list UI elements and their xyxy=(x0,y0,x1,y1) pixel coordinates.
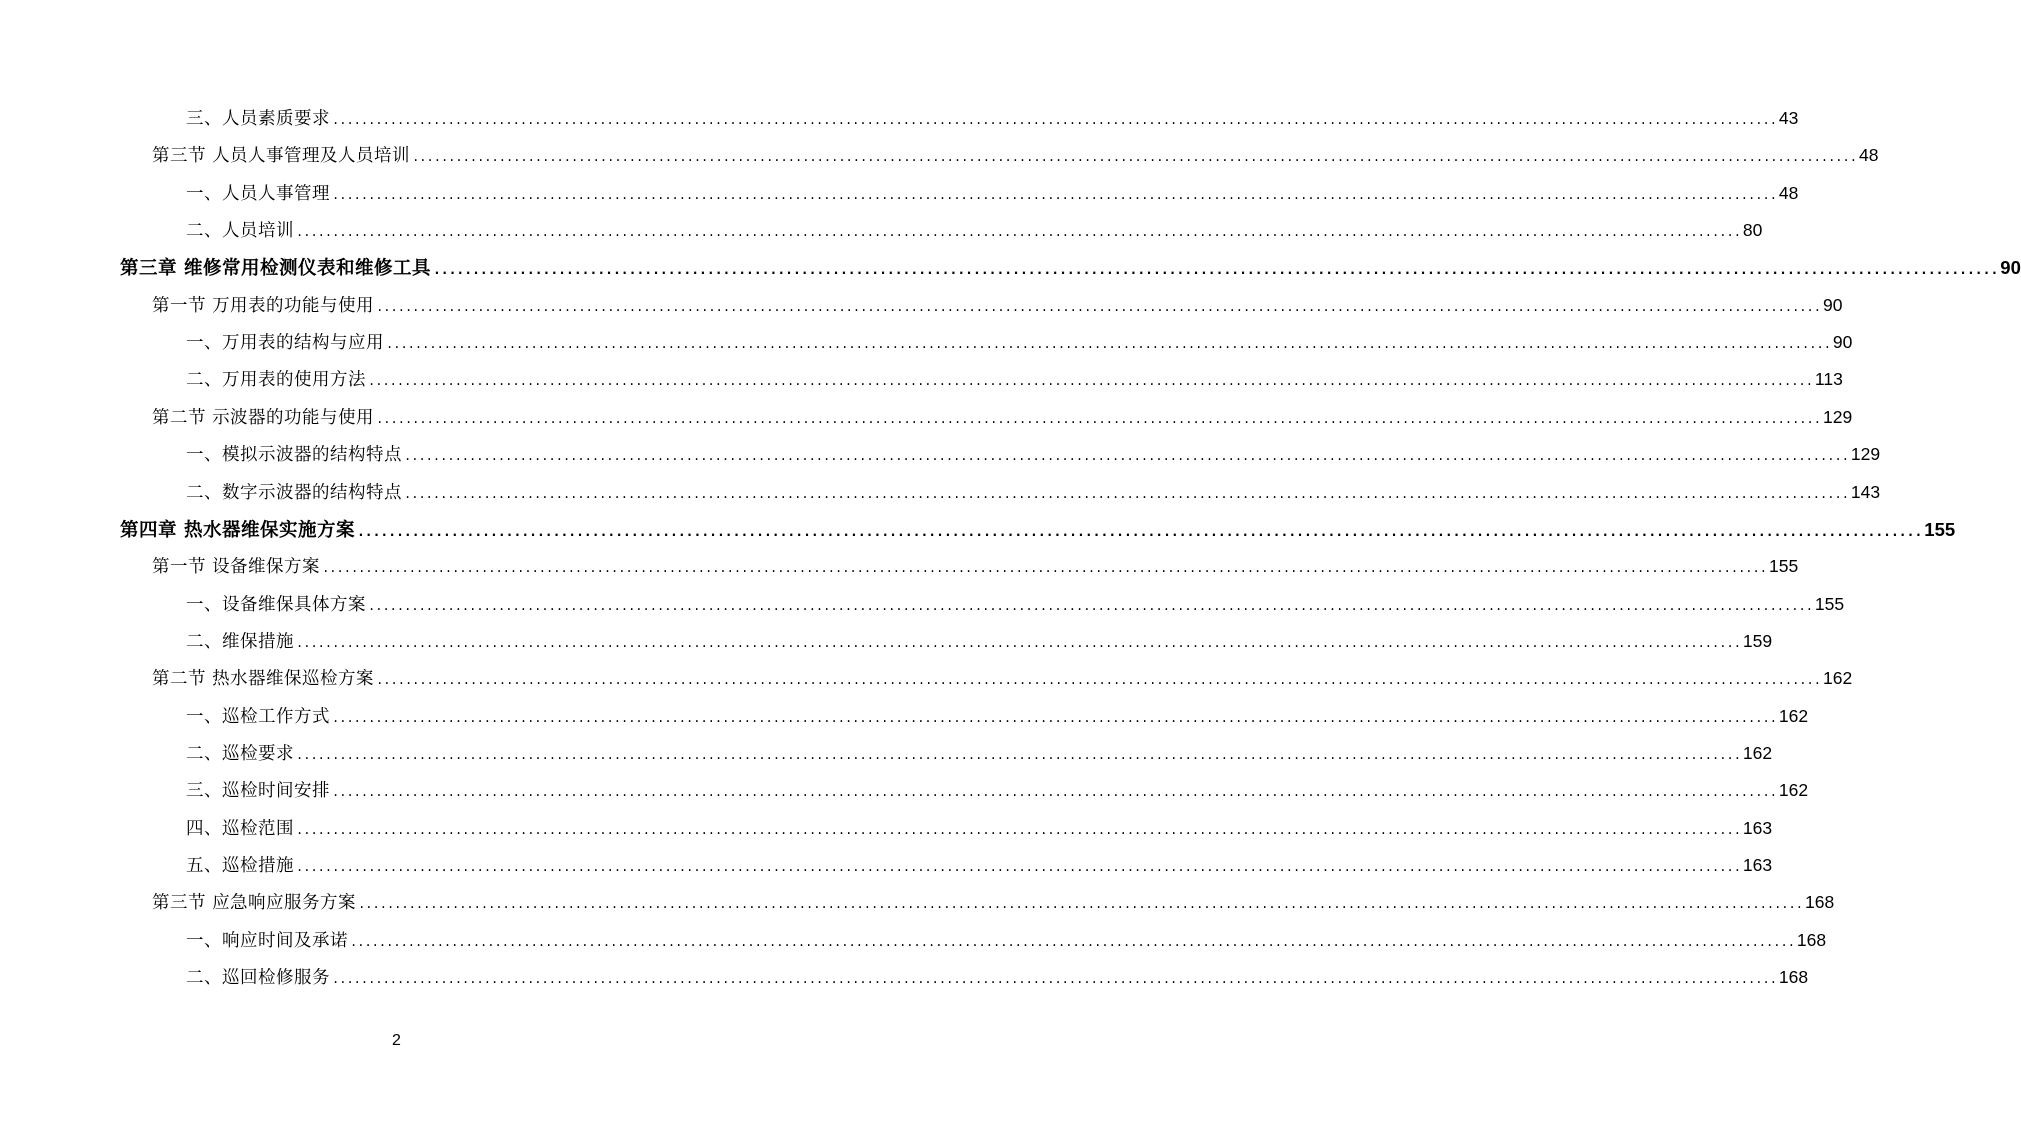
toc-entry-section[interactable] xyxy=(152,137,1879,174)
toc-entry-page: 155 xyxy=(1924,518,1956,540)
toc-entry-page: 162 xyxy=(1778,780,1809,801)
toc-entry-item[interactable] xyxy=(186,735,1773,772)
toc-dot-leader: ........................................................................................................................................................................................................ xyxy=(368,374,1813,389)
toc-entry-title: 一、模拟示波器的结构特点 xyxy=(186,445,402,466)
toc-dot-leader: ........................................................................................................................................................................................................ xyxy=(412,150,1857,165)
toc-entry-item[interactable] xyxy=(186,324,1853,361)
toc-entry-title: 三、人员素质要求 xyxy=(186,109,330,129)
toc-entry-item[interactable] xyxy=(186,212,1763,249)
toc-entry-section[interactable] xyxy=(152,660,1853,697)
toc-entry-title: 一、响应时间及承诺 xyxy=(186,930,348,951)
toc-entry-page: 159 xyxy=(1742,630,1773,651)
toc-entry-title: 第三节 应急响应服务方案 xyxy=(152,893,357,914)
toc-entry-page: 162 xyxy=(1742,742,1773,763)
toc-entry-page: 113 xyxy=(1814,369,1843,390)
page-number: 2 xyxy=(392,1032,401,1049)
toc-dot-leader: ........................................................................................................................................................................................................ xyxy=(296,225,1741,240)
toc-entry-page: 90 xyxy=(2000,257,2021,279)
toc-dot-leader: ........................................................................................................................................................................................................ xyxy=(358,897,1803,912)
toc-entry-title: 一、设备维保具体方案 xyxy=(186,594,366,615)
toc-entry-item[interactable] xyxy=(186,436,1881,473)
toc-entry-title: 二、巡检要求 xyxy=(186,743,294,764)
toc-entry-title: 二、人员培训 xyxy=(186,221,294,242)
toc-entry-section[interactable] xyxy=(152,548,1799,585)
toc-dot-leader: ........................................................................................................................................................................................................ xyxy=(332,972,1777,987)
toc-dot-leader: ........................................................................................................................................................................................................ xyxy=(332,785,1777,800)
toc-entry-page: 163 xyxy=(1742,855,1773,875)
toc-entry-title: 一、巡检工作方式 xyxy=(186,706,330,727)
toc-entry-item[interactable] xyxy=(186,847,1773,884)
toc-entry-item[interactable] xyxy=(186,474,1881,511)
toc-dot-leader: ........................................................................................................................................................................................................ xyxy=(332,113,1777,127)
toc-entry-page: 90 xyxy=(1832,332,1853,353)
toc-entry-page: 155 xyxy=(1768,556,1799,577)
toc-entry-page: 90 xyxy=(1822,294,1843,315)
toc-dot-leader: ........................................................................................................................................................................................................ xyxy=(296,747,1741,762)
toc-dot-leader: ........................................................................................................................................................................................................ xyxy=(296,635,1741,650)
toc-entry-item[interactable] xyxy=(186,772,1809,809)
toc-dot-leader: ........................................................................................................................................................................................................ xyxy=(432,263,1999,279)
toc-dot-leader: ........................................................................................................................................................................................................ xyxy=(332,710,1777,725)
toc-entry-title: 一、万用表的结构与应用 xyxy=(186,333,384,354)
toc-entry-title: 第二节 示波器的功能与使用 xyxy=(152,407,375,428)
toc-entry-page: 143 xyxy=(1850,481,1881,502)
toc-entry-page: 48 xyxy=(1858,145,1879,166)
toc-entry-page: 168 xyxy=(1796,929,1827,950)
toc-entry-title: 第三章 维修常用检测仪表和维修工具 xyxy=(120,258,431,280)
toc-entry-page: 155 xyxy=(1814,593,1845,614)
toc-dot-leader: ........................................................................................................................................................................................................ xyxy=(404,449,1849,464)
toc-dot-leader: ........................................................................................................................................................................................................ xyxy=(404,486,1849,501)
toc-entry-title: 第三节 人员人事管理及人员培训 xyxy=(152,146,411,167)
toc-entry-title: 四、巡检范围 xyxy=(186,818,294,839)
toc-entry-title: 一、人员人事管理 xyxy=(186,183,330,204)
toc-entry-title: 二、维保措施 xyxy=(186,631,294,652)
toc-dot-leader: ........................................................................................................................................................................................................ xyxy=(296,860,1741,874)
toc-entry-item[interactable] xyxy=(186,586,1845,623)
toc-entry-page: 43 xyxy=(1778,108,1799,128)
toc-entry-item[interactable] xyxy=(186,959,1809,996)
toc-entry-page: 48 xyxy=(1778,182,1799,203)
toc-entry-section[interactable] xyxy=(152,399,1853,436)
toc-entry-page: 129 xyxy=(1850,444,1881,465)
toc-entry-page: 129 xyxy=(1822,406,1853,427)
toc-entry-section[interactable] xyxy=(152,884,1835,921)
toc-dot-leader: ........................................................................................................................................................................................................ xyxy=(376,411,1821,426)
toc-dot-leader: ........................................................................................................................................................................................................ xyxy=(376,673,1821,688)
toc-entry-title: 第一节 设备维保方案 xyxy=(152,557,321,578)
toc-entry-title: 二、巡回检修服务 xyxy=(186,968,330,989)
toc-entry-title: 三、巡检时间安排 xyxy=(186,781,330,802)
toc-dot-leader: ........................................................................................................................................................................................................ xyxy=(332,187,1777,202)
toc-entry-section[interactable] xyxy=(152,287,1843,324)
toc-entry-title: 第二节 热水器维保巡检方案 xyxy=(152,669,375,690)
toc-entry-chapter[interactable] xyxy=(120,249,2021,286)
toc-dot-leader: ........................................................................................................................................................................................................ xyxy=(356,524,1923,540)
toc-entry-item[interactable] xyxy=(186,922,1827,959)
toc-entry-title: 第四章 热水器维保实施方案 xyxy=(120,519,355,541)
toc-entry-item[interactable] xyxy=(186,361,1843,398)
toc-entry-title: 五、巡检措施 xyxy=(186,856,294,876)
toc-dot-leader: ........................................................................................................................................................................................................ xyxy=(322,561,1767,576)
toc-entry-page: 162 xyxy=(1822,668,1853,689)
toc-dot-leader: ........................................................................................................................................................................................................ xyxy=(350,934,1795,949)
toc-entry-page: 168 xyxy=(1778,967,1809,988)
toc-entry-page: 163 xyxy=(1742,817,1773,838)
toc-entry-chapter[interactable] xyxy=(120,511,1956,548)
toc-entry-item[interactable] xyxy=(186,810,1773,847)
toc-entry-page: 162 xyxy=(1778,705,1809,726)
toc-entry-item[interactable] xyxy=(186,100,1799,137)
toc-dot-leader: ........................................................................................................................................................................................................ xyxy=(376,299,1821,314)
toc-entry-title: 第一节 万用表的功能与使用 xyxy=(152,295,375,316)
toc-entry-page: 168 xyxy=(1804,892,1835,913)
toc-entry-item[interactable] xyxy=(186,623,1773,660)
toc-dot-leader: ........................................................................................................................................................................................................ xyxy=(296,822,1741,837)
toc-entry-title: 二、数字示波器的结构特点 xyxy=(186,482,402,503)
toc-dot-leader: ........................................................................................................................................................................................................ xyxy=(368,598,1813,613)
toc-entry-title: 二、万用表的使用方法 xyxy=(186,370,366,391)
toc-entry-item[interactable] xyxy=(186,698,1809,735)
toc-entry-page: 80 xyxy=(1742,220,1763,241)
toc-dot-leader: ........................................................................................................................................................................................................ xyxy=(386,337,1831,352)
toc-entry-item[interactable] xyxy=(186,175,1799,212)
